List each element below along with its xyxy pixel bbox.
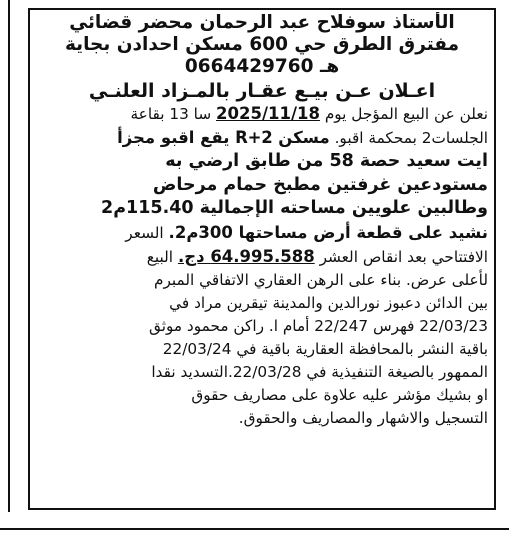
- bottom-divider: [0, 528, 509, 530]
- text-line-9: بين الدائن دعبوز نورالدين والمدينة تيقرين مراد في: [169, 293, 488, 312]
- bailiff-phone: هـ 0664429760: [184, 56, 340, 77]
- text-line-11: باقية النشر بالمحافظة العقارية باقية في 22/03/24: [162, 339, 488, 358]
- bailiff-address: مفترق الطرق حي 600 مسكن احدادن بجاية: [64, 34, 460, 55]
- opening-price: 64.995.588 دج.: [177, 246, 315, 266]
- sale-intro: نعلن عن البيع المؤجل يوم: [324, 105, 488, 123]
- text-line-7: [36, 245, 488, 269]
- text-line-1: [36, 102, 488, 126]
- text-line-3: ايت سعيد حصة 58 من طابق ارضي به: [165, 151, 488, 171]
- text-line-8: لأعلى عرض. بناء على الرهن العقاري الاتفاقي المبرم: [154, 270, 488, 289]
- property-type: مسكن R+2 يقع اقبو مجزأ: [117, 128, 330, 147]
- text-line-6: [36, 221, 488, 245]
- price-label: السعر: [125, 223, 164, 242]
- price-intro: الافتتاحي بعد انقاص العشر: [319, 247, 488, 266]
- notice-title: اعـلان عـن بيـع عقـار بالمـزاد العلنـي: [88, 80, 436, 102]
- text-line-12: الممهور بالصيغة التنفيذية في 22/03/28.التسديد نقدا: [151, 362, 488, 381]
- land-area: نشيد على قطعة أرض مساحتها 300م2.: [168, 222, 488, 242]
- text-line-10: 22/03/23 فهرس 22/247 أمام ا. راكن محمود موثق: [148, 316, 488, 335]
- text-line-13: او بشيك مؤشر عليه علاوة على مصاريف حقوق: [191, 385, 488, 404]
- sale-date: 2025/11/18: [216, 104, 320, 123]
- text-line-14: التسجيل والاشهار والمصاريف والحقوق.: [238, 408, 488, 427]
- sale-court: الجلسات2 بمحكمة اقبو.: [334, 129, 488, 147]
- sale-time: سا 13 بقاعة: [130, 105, 212, 123]
- text-line-5: وطالبين علويين مساحته الإجمالية 115.40م2: [101, 198, 488, 218]
- text-line-2: [36, 126, 488, 150]
- sale-label: البيع: [146, 247, 174, 266]
- text-line-4: مستودعين غرفتين مطبخ حمام مرحاض: [152, 174, 488, 195]
- bailiff-name: الأستاذ سوفلاح عبد الرحمان محضر قضائي: [69, 12, 455, 33]
- notice-frame: [28, 8, 496, 510]
- column-divider-left: [8, 0, 10, 512]
- notice-content: [36, 12, 488, 430]
